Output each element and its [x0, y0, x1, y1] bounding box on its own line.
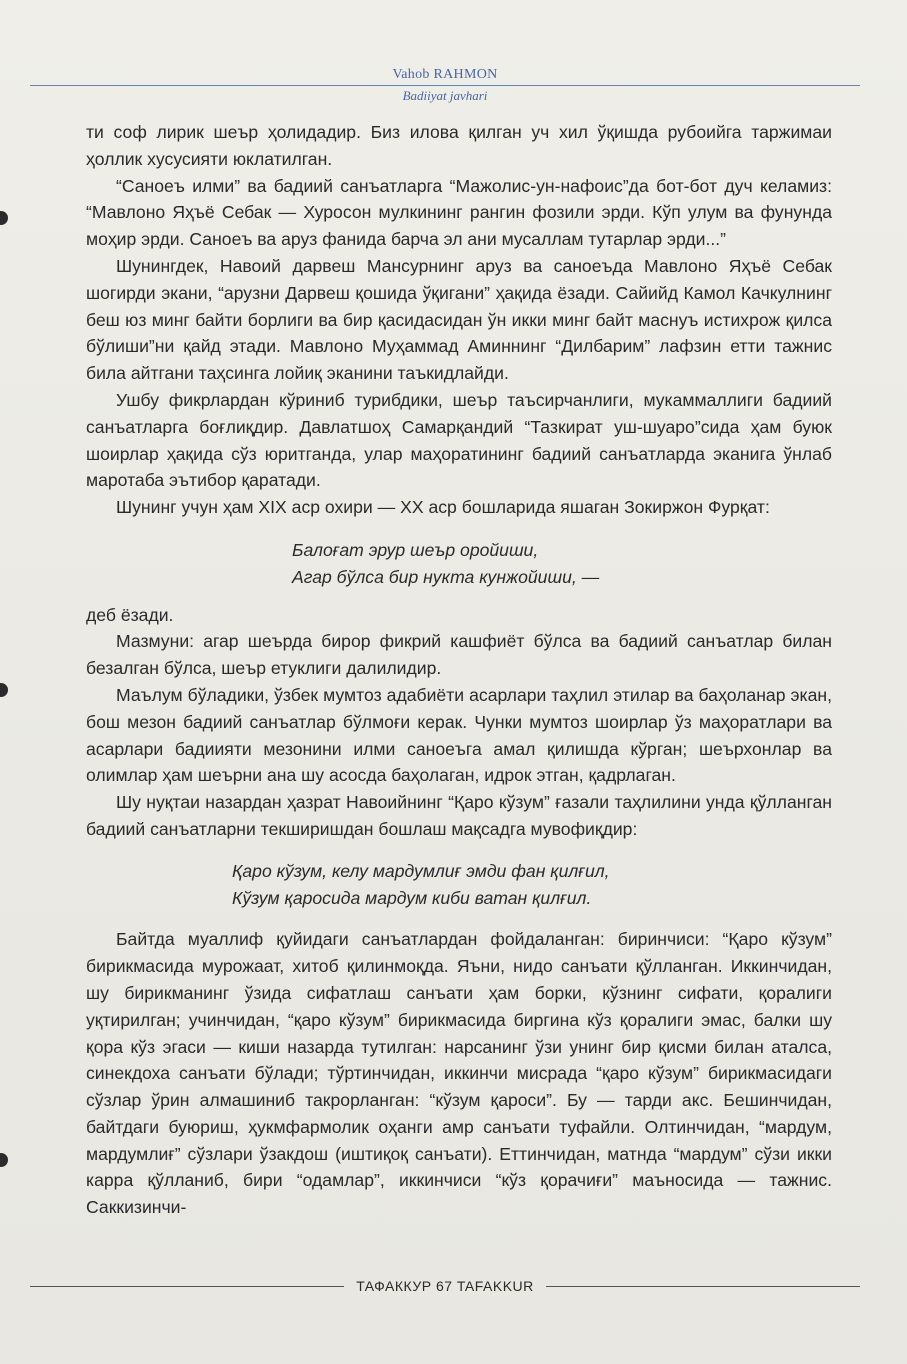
verse-line: Агар бўлса бир нукта кунжойиши, — [292, 566, 600, 587]
paragraph: Байтда муаллиф қуйидаги санъатлардан фойдаланган: биринчиси: “Қаро кўзум” бирикмасида мурожаат, хитоб қилинмоқда. Яъни, нидо санъати қўлланган. Иккинчидан, шу бирикманинг ўзида сифатлаш санъати ҳам борки, кўзнинг сифати, қоралиги уқтирилган; учинчидан, “қаро кўзум” бирикмасида биргина кўз қоралиги эмас, балки шу қора кўз эгаси — киши назарда тутилган: нарсанинг ўзи унинг бир қисми билан аталса, синекдоха санъати бўлади; тўртинчидан, иккинчи мисрада “қаро кўзум” бирикмасидаги сўзлар ўрин алмашиниб такрорланган: “кўзум қароси”. Бу — тарди акс. Бешинчидан, байтдаги буюриш, ҳукмфармолик оҳанги амр санъати туфайли. Олтинчидан, “мардум, мардумлиғ” сўзлари ўзакдош (иштиқоқ санъати). Еттинчидан, матнда “мардум” сўзи икки карра қўлланиб, бири “одамлар”, иккинчиси “кўз қорачиғи” маъносида — тажнис. Саккизинчи- [86, 929, 832, 1218]
verse-line: Кўзум қаросида мардум киби ватан қилғил. [232, 887, 592, 908]
footer-rule-right [546, 1286, 860, 1287]
header-rule [30, 85, 860, 86]
paragraph: Шу нуқтаи назардан ҳазрат Навоийнинг “Қаро кўзум” ғазали таҳлилини унда қўлланган бадиий санъатларни текширишдан бошлаш мақсадга мувофиқдир: [86, 792, 832, 839]
running-header [30, 66, 860, 104]
verse-quote [86, 537, 832, 591]
binder-hole [0, 683, 8, 697]
running-footer [30, 1278, 860, 1294]
paragraph: ти соф лирик шеър ҳолидадир. Биз илова қилган уч хил ўқишда рубоийга таржимаи ҳоллик хусусияти юклатилган. [86, 122, 832, 169]
verse-line: Қаро кўзум, келу мардумлиғ эмди фан қилғил, [232, 860, 610, 881]
paragraph: Шунингдек, Навоий дарвеш Мансурнинг аруз ва саноеъда Мавлоно Яҳъё Себак шогирди экани, “арузни Дарвеш қошида ўқигани” ҳақида ёзади. Сайийд Камол Качкулнинг беш юз минг байти борлиги ва бир қасидасидан ўн икки минг байт маснуъ истихрож қилса бўлиши”ни қайд этади. Мавлоно Муҳаммад Аминнинг “Дилбарим” лафзин етти тажнис била айтгани таҳсинга лойиқ эканини таъкидлайди. [86, 255, 832, 384]
paragraph: “Саноеъ илми” ва бадиий санъатларга “Мажолис-ун-нафоис”да бот-бот дуч келамиз: “Мавлоно Яҳъё Себак — Хуросон мулкининг рангин фозили эрди. Кўп улум ва фунунда моҳир эрди. Саноеъ ва аруз фанида барча эл ани мусаллам тутарлар эрди...” [86, 175, 832, 250]
paragraph: деб ёзади. [86, 604, 174, 625]
header-author: Vahob RAHMON [392, 67, 498, 82]
footer-rule-left [30, 1286, 344, 1287]
paragraph: Мазмуни: агар шеърда бирор фикрий кашфиёт бўлса ва бадиий санъатлар билан безалган бўлса, шеър етуклиги далилидир. [86, 631, 832, 679]
header-subtitle: Badiiyat javhari [402, 88, 488, 103]
paragraph: Шунинг учун ҳам XIX аср охири — XX аср бошларида яшаган Зокиржон Фурқат: [116, 497, 770, 518]
verse-line: Балоғат эрур шеър оройиши, [292, 539, 539, 560]
body-text [86, 119, 832, 1221]
footer-page-label: ТАФАККУР 67 TAFAKKUR [356, 1278, 534, 1294]
paragraph: Ушбу фикрлардан кўриниб турибдики, шеър таъсирчанлиги, мукаммаллиги бадиий санъатларга боғлиқдир. Давлатшоҳ Самарқандий “Тазкират уш-шуаро”сида ҳам буюк шоирлар ҳақида сўз юритганда, улар маҳоратининг бадиий санъатларда эканига ўнлаб маротаба эътибор қаратади. [86, 389, 832, 491]
paragraph: Маълум бўладики, ўзбек мумтоз адабиёти асарлари таҳлил этилар ва баҳоланар экан, бош мезон бадиий санъатлар бўлмоғи керак. Чунки мумтоз шоирлар ўз маҳоратлари ва асарлари бадиияти мезонини илми саноеъга амал қилишда кўрган; шеърхонлар ва олимлар ҳам шеърни ана шу асосда баҳолаган, идрок этган, қадрлаган. [86, 684, 832, 786]
binder-hole [0, 211, 8, 225]
binder-hole [0, 1153, 8, 1167]
verse-quote [86, 858, 832, 912]
